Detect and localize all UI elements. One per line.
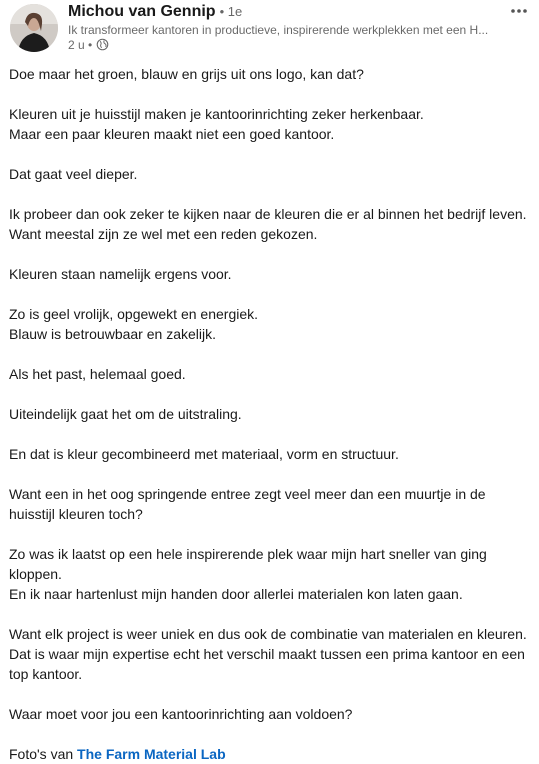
connection-degree: • 1e xyxy=(219,4,243,19)
post-paragraph xyxy=(9,544,529,604)
post-paragraph xyxy=(9,104,529,144)
post-paragraph xyxy=(9,304,529,344)
post-meta xyxy=(68,38,109,52)
post-text xyxy=(9,64,529,764)
more-options-icon xyxy=(506,2,532,20)
post-line: Zo was ik laatst op een hele inspirerende plek waar mijn hart sneller van ging xyxy=(9,546,487,562)
post-line: Ik probeer dan ook zeker te kijken naar de kleuren die er al binnen het bedrijf leven. xyxy=(9,206,527,222)
post-paragraph xyxy=(9,704,529,724)
author-headline: Ik transformeer kantoren in productieve, inspirerende werkplekken met een H... xyxy=(68,23,489,37)
author-name-row xyxy=(68,3,242,23)
post-line: En ik naar hartenlust mijn handen door allerlei materialen kon laten gaan. xyxy=(9,586,463,602)
post-time: 2 u • xyxy=(68,38,93,52)
post-line: Want meestal zijn ze wel met een reden gekozen. xyxy=(9,226,318,242)
post-paragraph xyxy=(9,624,529,684)
author-name[interactable]: Michou van Gennip xyxy=(68,3,216,20)
post-line: Doe maar het groen, blauw en grijs uit ons logo, kan dat? xyxy=(9,66,364,82)
photo-credit xyxy=(9,744,529,764)
credit-link[interactable]: The Farm Material Lab xyxy=(77,746,226,762)
post-line: Want een in het oog springende entree zegt veel meer dan een muurtje in de xyxy=(9,486,486,502)
post-paragraph xyxy=(9,484,529,524)
post-paragraph xyxy=(9,404,529,424)
globe-icon xyxy=(96,38,109,52)
post-line: Want elk project is weer uniek en dus ook de combinatie van materialen en kleuren. xyxy=(9,626,527,642)
post-line: Dat gaat veel dieper. xyxy=(9,166,138,182)
post-line: Maar een paar kleuren maakt niet een goed kantoor. xyxy=(9,126,335,142)
more-options-button[interactable] xyxy=(506,2,532,20)
post-line: Kleuren staan namelijk ergens voor. xyxy=(9,266,232,282)
post-line: top kantoor. xyxy=(9,666,83,682)
post-paragraph xyxy=(9,164,529,184)
post-paragraph xyxy=(9,64,529,84)
post-line: Als het past, helemaal goed. xyxy=(9,366,186,382)
post-paragraph xyxy=(9,444,529,464)
post-line: Waar moet voor jou een kantoorinrichting aan voldoen? xyxy=(9,706,353,722)
post-line: Blauw is betrouwbaar en zakelijk. xyxy=(9,326,216,342)
post-line: Zo is geel vrolijk, opgewekt en energiek. xyxy=(9,306,259,322)
post-line: huisstijl kleuren toch? xyxy=(9,506,143,522)
post-line: kloppen. xyxy=(9,566,62,582)
post-line: En dat is kleur gecombineerd met materiaal, vorm en structuur. xyxy=(9,446,399,462)
post-line: Kleuren uit je huisstijl maken je kantoorinrichting zeker herkenbaar. xyxy=(9,106,424,122)
post-line: Uiteindelijk gaat het om de uitstraling. xyxy=(9,406,242,422)
post-header xyxy=(0,0,539,58)
author-avatar[interactable] xyxy=(10,4,58,52)
post-paragraph xyxy=(9,204,529,244)
post-line: Dat is waar mijn expertise echt het verschil maakt tussen een prima kantoor en een xyxy=(9,646,525,662)
credit-prefix: Foto's van xyxy=(9,746,78,762)
post-paragraph xyxy=(9,264,529,284)
profile-photo xyxy=(10,4,58,52)
post-paragraph xyxy=(9,364,529,384)
